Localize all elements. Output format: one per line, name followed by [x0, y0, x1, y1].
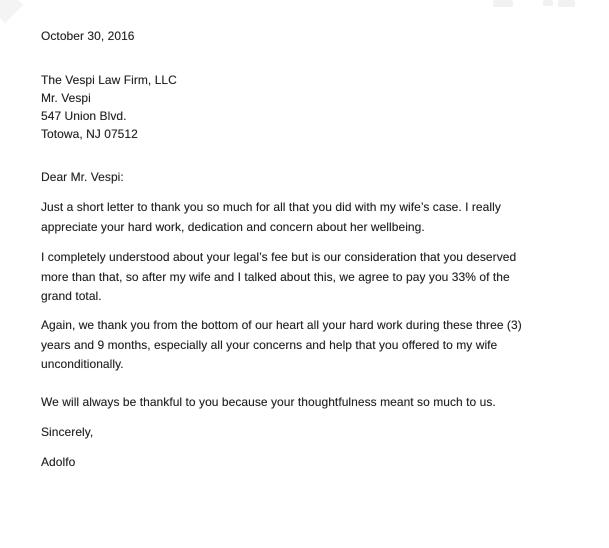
paragraph-2 [41, 248, 516, 307]
recipient-firm: The Vespi Law Firm, LLC [41, 73, 177, 87]
paragraph-1 [41, 198, 501, 237]
paragraph-line: unconditionally. [41, 357, 124, 371]
paragraph-line: appreciate your hard work, dedication and concern about her wellbeing. [41, 219, 425, 234]
paragraph-line: I completely understood about your legal’s fee but is our consideration that you deserved [41, 250, 517, 264]
paragraph-line: grand total. [41, 289, 102, 303]
scan-artifact [558, 0, 575, 7]
paragraph-line: Just a short letter to thank you so much for all that you did with my wife’s case. I really [41, 200, 501, 214]
letter-date: October 30, 2016 [41, 29, 135, 43]
scan-artifact [493, 0, 513, 7]
recipient-street: 547 Union Blvd. [41, 109, 127, 123]
recipient-city: Totowa, NJ 07512 [41, 127, 138, 141]
paragraph-line: We will always be thankful to you because your thoughtfulness meant so much to us. [41, 395, 496, 409]
salutation: Dear Mr. Vespi: [41, 170, 124, 184]
recipient-name: Mr. Vespi [41, 91, 91, 105]
paragraph-line: Again, we thank you from the bottom of our heart all your hard work during these three (3) [41, 318, 522, 332]
signature-name: Adolfo [41, 455, 76, 469]
scan-artifact [543, 0, 553, 6]
closing: Sincerely, [41, 425, 94, 439]
paragraph-line: years and 9 months, especially all your concerns and help that you offered to my wife [41, 337, 498, 352]
paragraph-4 [41, 393, 496, 413]
paragraph-line: more than that, so after my wife and I talked about this, we agree to pay you 33% of the [41, 269, 510, 284]
paragraph-3 [41, 316, 522, 375]
recipient-address [41, 71, 177, 143]
scan-artifact [0, 0, 23, 23]
